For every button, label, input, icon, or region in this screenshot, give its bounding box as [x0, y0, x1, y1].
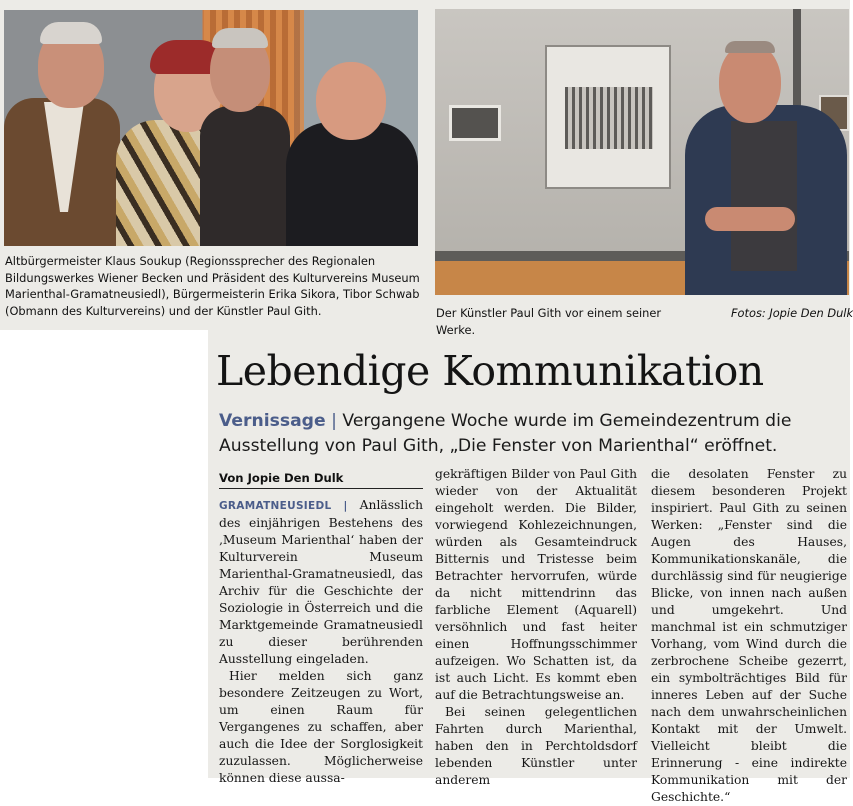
paragraph: GRAMATNEUSIEDL | Anlässlich des einjährigen Bestehens des ‚Museum Marienthal‘ haben der Kulturverein Museum Marienthal-Gramatneusiedl, das Archiv für die Geschichte der Soziologie in Österreich und die Marktgemeinde Gramatneusiedl zu dieser berührenden Ausstellung eingeladen.: [219, 498, 423, 666]
paragraph: Hier melden sich ganz besondere Zeitzeugen zu Wort, um einen Raum für Vergangenes zu schaffen, aber auch die Idee der Sorglosigkeit zuzulassen. Möglicherweise können diese aussa-: [219, 669, 423, 785]
deck-text: Vergangene Woche wurde im Gemeindezentrum die Ausstellung von Paul Gith, „Die Fenster von Marienthal“ eröffnet.: [219, 411, 792, 456]
deck: [219, 409, 839, 459]
body-column-2: [435, 466, 637, 789]
body-column-1: [219, 497, 423, 787]
artist-photo: [435, 9, 849, 295]
framed-artwork-large: [545, 45, 671, 189]
artist-photo-caption: Der Künstler Paul Gith vor einem seiner Werke.: [436, 306, 662, 337]
group-photo: [4, 10, 418, 246]
framed-artwork-small: [449, 105, 501, 141]
paragraph: Bei seinen gelegentlichen Fahrten durch Marienthal, haben den in Perchtoldsdorf lebenden Künstler unter anderem: [435, 705, 637, 787]
person-schwab: [200, 106, 290, 246]
byline: Von Jopie Den Dulk: [219, 471, 423, 489]
dateline: GRAMATNEUSIEDL |: [219, 500, 348, 512]
kicker: Vernissage: [219, 411, 326, 431]
body-column-3: [651, 466, 847, 806]
group-photo-caption: Altbürgermeister Klaus Soukup (Regionssprecher des Regionalen Bildungswerkes Wiener Becken und Präsident des Kulturvereins Museum Marienthal-Gramatneusiedl), Bürgermeisterin Erika Sikora, Tibor Schwab (Obmann des Kulturvereins) und der Künstler Paul Gith.: [5, 254, 420, 318]
photo-credit: Fotos: Jopie Den Dulk: [731, 306, 853, 320]
person-gith: [286, 122, 418, 246]
kicker-separator: |: [331, 411, 337, 431]
paragraph: gekräftigen Bilder von Paul Gith wieder von der Aktualität eingeholt werden. Die Bilder, vorwiegend Kohlezeichnungen, würden als Gesamteindruck Bitternis und Tristesse beim Betrachter hervorrufen, würde da nicht mittendrinn das farbliche Element (Aquarell) versöhnlich und fast heiter einen Hoffnungsschimmer aufzeigen. Wo Schatten ist, da ist auch Licht. Es kommt eben auf die Betrachtungsweise an.: [435, 467, 637, 702]
paragraph: die desolaten Fenster zu diesem besonderen Projekt inspiriert. Paul Gith zu seinen Werken: „Fenster sind die Augen des Hauses, Kommunikationskanäle, die durchlässig sind für neugierige Blicke, von innen nach außen und umgekehrt. Und manchmal ist ein schmutziger Vorhang, vom Wind durch die zerbrochene Scheibe gezerrt, ein symbolträchtiges Bild für inneres Leben auf der Suche nach dem unwahrscheinlichen Kontakt mit der Umwelt. Vielleicht bleibt die Erinnerung - eine indirekte Kommunikation mit der Geschichte.“: [651, 467, 847, 804]
headline: Lebendige Kommunikation: [216, 347, 764, 395]
